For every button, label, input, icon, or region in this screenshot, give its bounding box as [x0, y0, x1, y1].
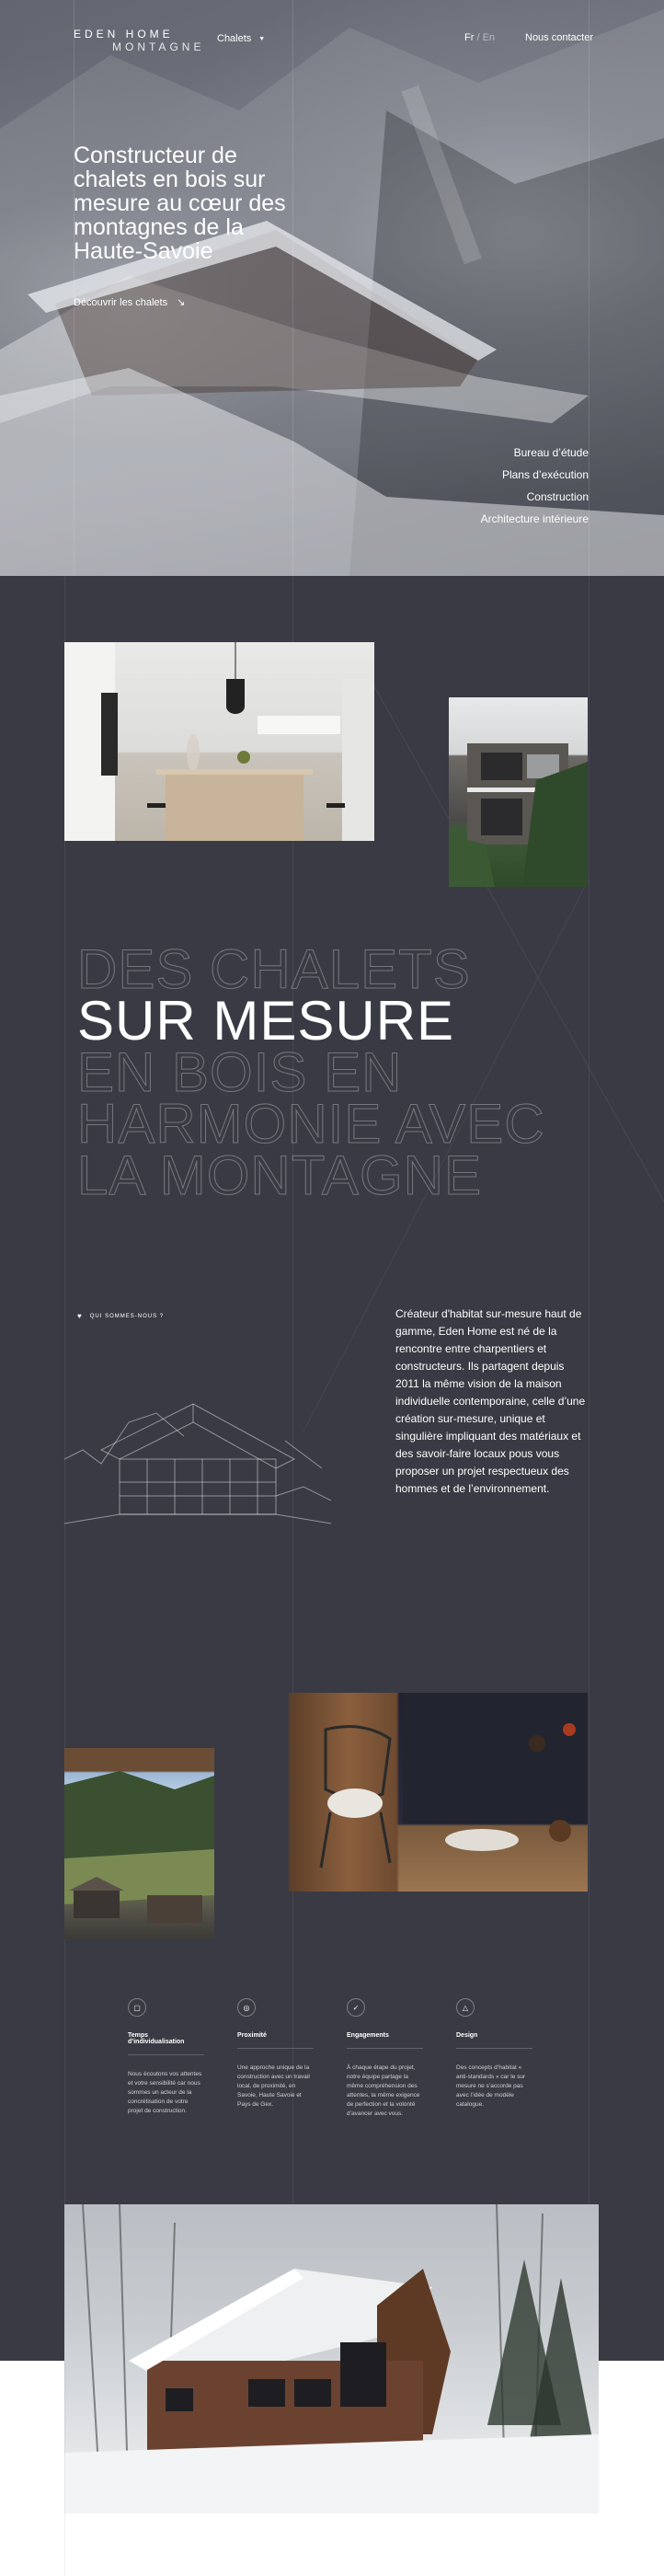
- thumbs-up-icon: ✓: [347, 1998, 365, 2017]
- feature-title: Temps d’individualisation: [128, 2032, 204, 2055]
- contact-link[interactable]: Nous contacter: [525, 32, 593, 43]
- heart-icon: ♥: [77, 1312, 83, 1320]
- content-section: [0, 576, 664, 2361]
- services-list: [481, 442, 589, 530]
- tagline-line-highlight: SUR MESURE: [77, 990, 455, 1052]
- feature-text: À chaque étape du projet, notre équipe partage la même compréhension des attentes, la même exigence de perfection et la volonté d’avancer avec vous.: [347, 2064, 420, 2117]
- service-item[interactable]: Architecture intérieure: [480, 512, 589, 525]
- tagline-line: LA MONTAGNE: [77, 1144, 482, 1206]
- location-icon: ◎: [237, 1998, 256, 2017]
- feature-card: [456, 1998, 532, 2119]
- tagline-line: DES CHALETS: [77, 938, 471, 1000]
- logo-line1: EDEN HOME: [74, 28, 174, 40]
- discover-chalets-link[interactable]: [74, 296, 185, 308]
- chevron-down-icon: ▼: [258, 35, 266, 42]
- lang-separator: /: [476, 32, 480, 43]
- feature-card: [347, 1998, 423, 2119]
- service-item[interactable]: Plans d’exécution: [501, 468, 589, 481]
- feature-card: [237, 1998, 314, 2119]
- feature-title: Proximité: [237, 2032, 314, 2049]
- discover-label: Découvrir les chalets: [74, 296, 168, 308]
- arrow-down-right-icon: ↘: [177, 297, 186, 308]
- logo[interactable]: [74, 28, 204, 53]
- kitchen-photo: [64, 642, 374, 841]
- tagline-line: HARMONIE AVEC: [77, 1093, 545, 1155]
- feature-text: Des concepts d’habitat « anti-standards » car le sur mesure ne s’accorde pas avec l’idée de modèle catalogue.: [456, 2064, 526, 2108]
- feature-title: Engagements: [347, 2032, 423, 2049]
- chat-icon: ▢: [128, 1998, 146, 2017]
- about-label: [77, 1312, 164, 1320]
- nav-chalets-dropdown[interactable]: [217, 33, 265, 44]
- chalet-sketch-illustration: [64, 1386, 331, 1551]
- lang-fr-link[interactable]: Fr: [464, 32, 475, 43]
- feature-text: Une approche unique de la construction avec un travail local, de proximité, en Savoie, Haute Savoie et Pays de Gex.: [237, 2064, 310, 2108]
- about-text: Créateur d'habitat sur-mesure haut de gamme, Eden Home est né de la rencontre entre charpentiers et constructeurs. Ils partagent depuis 2011 la même vision de la maison individuelle contemporaine, celle d’une création sur-mesure, unique et singulière impliquant des matériaux et des savoir-faire locaux pous vous proposer un projet respectueux des hommes et de l’environnement.: [395, 1307, 586, 1495]
- tagline: [77, 938, 545, 1206]
- language-switch: [464, 32, 495, 43]
- mountain-village-photo: [64, 1748, 214, 1939]
- guide-line: [64, 2361, 65, 2576]
- service-item[interactable]: Bureau d’étude: [513, 446, 589, 459]
- snowy-chalet-photo: [64, 2204, 599, 2513]
- logo-line2: MONTAGNE: [112, 40, 205, 53]
- service-item[interactable]: Construction: [526, 490, 589, 503]
- hero-section: [0, 0, 664, 576]
- lang-en-link[interactable]: En: [482, 32, 496, 43]
- feature-text: Nous écoutons vos attentes et votre sensibilité car nous sommes un acteur de la concrétisation de votre projet de construction.: [128, 2071, 202, 2114]
- design-icon: △: [456, 1998, 475, 2017]
- feature-title: Design: [456, 2032, 532, 2049]
- nav-chalets-label: Chalets: [217, 33, 252, 44]
- feature-card: [128, 1998, 204, 2119]
- features-grid: [128, 1998, 532, 2119]
- about-label-text: QUI SOMMES-NOUS ?: [89, 1313, 165, 1319]
- modern-house-photo: [449, 697, 588, 887]
- interior-dining-photo: [289, 1693, 588, 1892]
- hero-title: Constructeur de chalets en bois sur mesure au cœur des montagnes de la Haute-Savoie: [74, 143, 286, 264]
- tagline-line: EN BOIS EN: [77, 1041, 403, 1103]
